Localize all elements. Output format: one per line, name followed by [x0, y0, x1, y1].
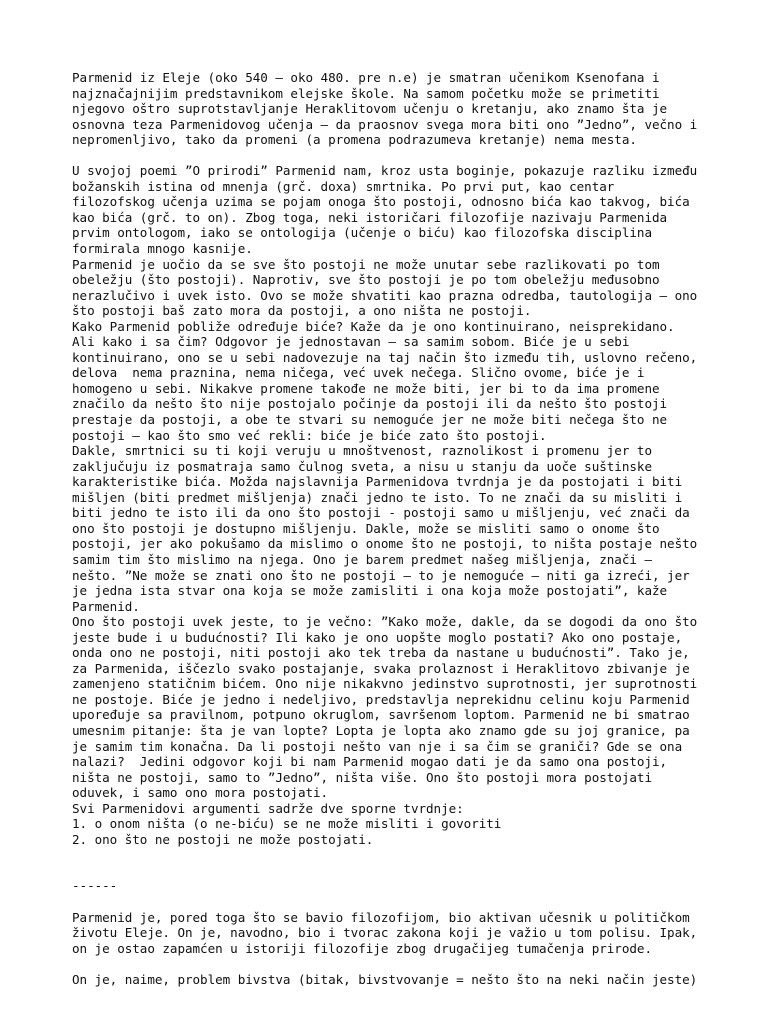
text-line: ne postoje. Biće je jedno i nedeljivo, predstavlja neprekidnu celinu koju Parmenid: [72, 691, 690, 707]
text-line: U svojoj poemi ”O prirodi” Parmenid nam, kroz usta boginje, pokazuje razliku između: [72, 163, 698, 179]
text-line: što postoji baš zato mora da postoji, a ono ništa ne postoji.: [72, 303, 532, 319]
text-line: filozofskog učenja uzima se pojam onoga što postoji, odnosno bića kao takvog, bića: [72, 194, 690, 210]
paragraph-gap: [72, 148, 712, 164]
paragraph: [72, 910, 712, 957]
text-line: ono što postoji je dostupno mišljenju. Dakle, može se misliti samo o onome što: [72, 520, 660, 536]
section-separator: [72, 878, 712, 894]
text-line: njegovo oštro suprotstavljanje Heraklitovom učenju o kretanju, ako znamo šta je: [72, 101, 668, 117]
text-line: Parmenid je uočio da se sve što postoji ne može unutar sebe razlikovati po tom: [72, 256, 660, 272]
text-line: je jedna ista stvar ona koja se može zamisliti i ona koja može postojati”, kaže: [72, 583, 668, 599]
text-line: Dakle, smrtnici su ti koji veruju u mnoštvenost, raznolikost i promenu jer to: [72, 443, 652, 459]
paragraph: [72, 163, 712, 847]
paragraph-gap: [72, 863, 712, 879]
text-line: značilo da nešto što nije postojalo počinje da postoji ili da nešto što postoji: [72, 396, 668, 412]
text-line: 2. ono što ne postoji ne može postojati.: [72, 831, 374, 847]
text-line: biti jedno te isto ili da ono što postoji - postoji samo u mišljenju, već znači da: [72, 505, 690, 521]
text-line: osnovna teza Parmenidovog učenja – da praosnov svega mora biti ono ”Jedno”, večno i: [72, 116, 698, 132]
text-line: nalazi? Jedini odgovor koji bi nam Parmenid mogao dati je da samo ona postoji,: [72, 754, 668, 770]
text-line: Kako Parmenid pobliže određuje biće? Kaže da je ono kontinuirano, neisprekidano.: [72, 318, 675, 334]
text-line: prvim ontologom, iako se ontologija (učenje o biću) kao filozofska disciplina: [72, 225, 652, 241]
text-line: ------: [72, 878, 118, 894]
text-line: postoji – kao što smo već rekli: biće je biće zato što postoji.: [72, 427, 547, 443]
text-line: kontinuirano, ono se u sebi nadovezuje na taj način što između tih, uslovno rečeno,: [72, 349, 698, 365]
text-line: on je ostao zapamćen u istoriji filozofije zbog drugačijeg tumačenja prirode.: [72, 940, 652, 956]
text-line: On je, naime, problem bivstva (bitak, bivstvovanje = nešto što na neki način jeste): [72, 971, 698, 987]
text-line: homogeno u sebi. Nikakve promene takođe ne može biti, jer bi to da ima promene: [72, 380, 660, 396]
text-line: Parmenid iz Eleje (oko 540 – oko 480. pre n.e) je smatran učenikom Ksenofana i: [72, 70, 660, 85]
text-line: kao bića (grč. to on). Zbog toga, neki istoričari filozofije nazivaju Parmenida: [72, 209, 668, 225]
document-page: [72, 70, 712, 987]
text-line: onda ono ne postoji, niti postoji ako tek treba da nastane u budućnosti”. Tako je,: [72, 645, 690, 661]
text-line: zaključuju iz posmatraja samo čulnog sveta, a nisu u stanju da uoče suštinske: [72, 458, 652, 474]
paragraph-gap: [72, 956, 712, 972]
text-line: zamenjeno statičnim bićem. Ono nije nikakvno jedinstvo suprotnosti, jer suprotnosti: [72, 676, 698, 692]
text-line: obeležju (što postoji). Naprotiv, sve što postoji je po tom obeležju međusobno: [72, 272, 660, 288]
paragraph: [72, 972, 712, 988]
text-line: nešto. ”Ne može se znati ono što ne postoji – to je nemoguće – niti ga izreći, jer: [72, 567, 690, 583]
paragraph: [72, 70, 712, 148]
text-line: samim tim što mislimo na njega. Ono je barem predmet našeg mišljenja, znači –: [72, 551, 652, 567]
text-line: upoređuje sa pravilnom, potpuno okruglom, savršenom loptom. Parmenid ne bi smatrao: [72, 707, 690, 723]
text-line: Parmenid.: [72, 598, 140, 614]
text-line: Ono što postoji uvek jeste, to je večno: ”Kako može, dakle, da se dogodi da ono što: [72, 614, 698, 630]
paragraph-gap: [72, 847, 712, 863]
text-line: Ali kako i sa čim? Odgovor je jednostavan – sa samim sobom. Biće je u sebi: [72, 334, 630, 350]
text-line: jeste bude i u budućnosti? Ili kako je ono uopšte moglo postati? Ako ono postaje,: [72, 629, 683, 645]
text-line: delova nema praznina, nema ničega, već uvek nečega. Slično ovome, biće je i: [72, 365, 645, 381]
text-line: životu Eleje. On je, navodno, bio i tvorac zakona koji je važio u tom polisu. Ipak,: [72, 925, 698, 941]
text-line: najznačajnijim predstavnikom elejske škole. Na samom početku može se primetiti: [72, 85, 660, 101]
text-line: božanskih istina od mnenja (grč. doxa) smrtnika. Po prvi put, kao centar: [72, 178, 615, 194]
paragraph-gap: [72, 894, 712, 910]
text-line: mišljen (biti predmet mišljenja) znači jedno te isto. To ne znači da su misliti i: [72, 489, 683, 505]
text-line: je samim tim konačna. Da li postoji nešto van nje i sa čim se graniči? Gde se ona: [72, 738, 683, 754]
text-line: za Parmenida, iščezlo svako postajanje, svaka prolaznost i Heraklitovo zbivanje je: [72, 660, 690, 676]
text-line: oduvek, i samo ono mora postojati.: [72, 785, 329, 801]
text-line: umesnim pitanje: šta je van lopte? Lopta je lopta ako znamo gde su joj granice, pa: [72, 722, 690, 738]
text-line: karakteristike bića. Možda najslavnija Parmenidova tvrdnja je da postojati i biti: [72, 474, 683, 490]
text-line: Parmenid je, pored toga što se bavio filozofijom, bio aktivan učesnik u političkom: [72, 909, 690, 925]
text-line: ništa ne postoji, samo to ”Jedno”, ništa više. Ono što postoji mora postojati: [72, 769, 652, 785]
text-line: 1. o onom ništa (o ne-biću) se ne može misliti i govoriti: [72, 816, 502, 832]
text-line: nerazlučivo i uvek isto. Ovo se može shvatiti kao prazna odredba, tautologija – ono: [72, 287, 698, 303]
text-line: nepromenljivo, tako da promeni (a promena podrazumeva kretanje) nema mesta.: [72, 132, 637, 148]
text-line: formirala mnogo kasnije.: [72, 241, 253, 257]
text-line: Svi Parmenidovi argumenti sadrže dve sporne tvrdnje:: [72, 800, 464, 816]
text-line: prestaje da postoji, a obe te stvari su nemoguće jer ne može biti nečega što ne: [72, 412, 668, 428]
text-line: postoji, jer ako pokušamo da mislimo o onome što ne postoji, to ništa postaje nešto: [72, 536, 698, 552]
